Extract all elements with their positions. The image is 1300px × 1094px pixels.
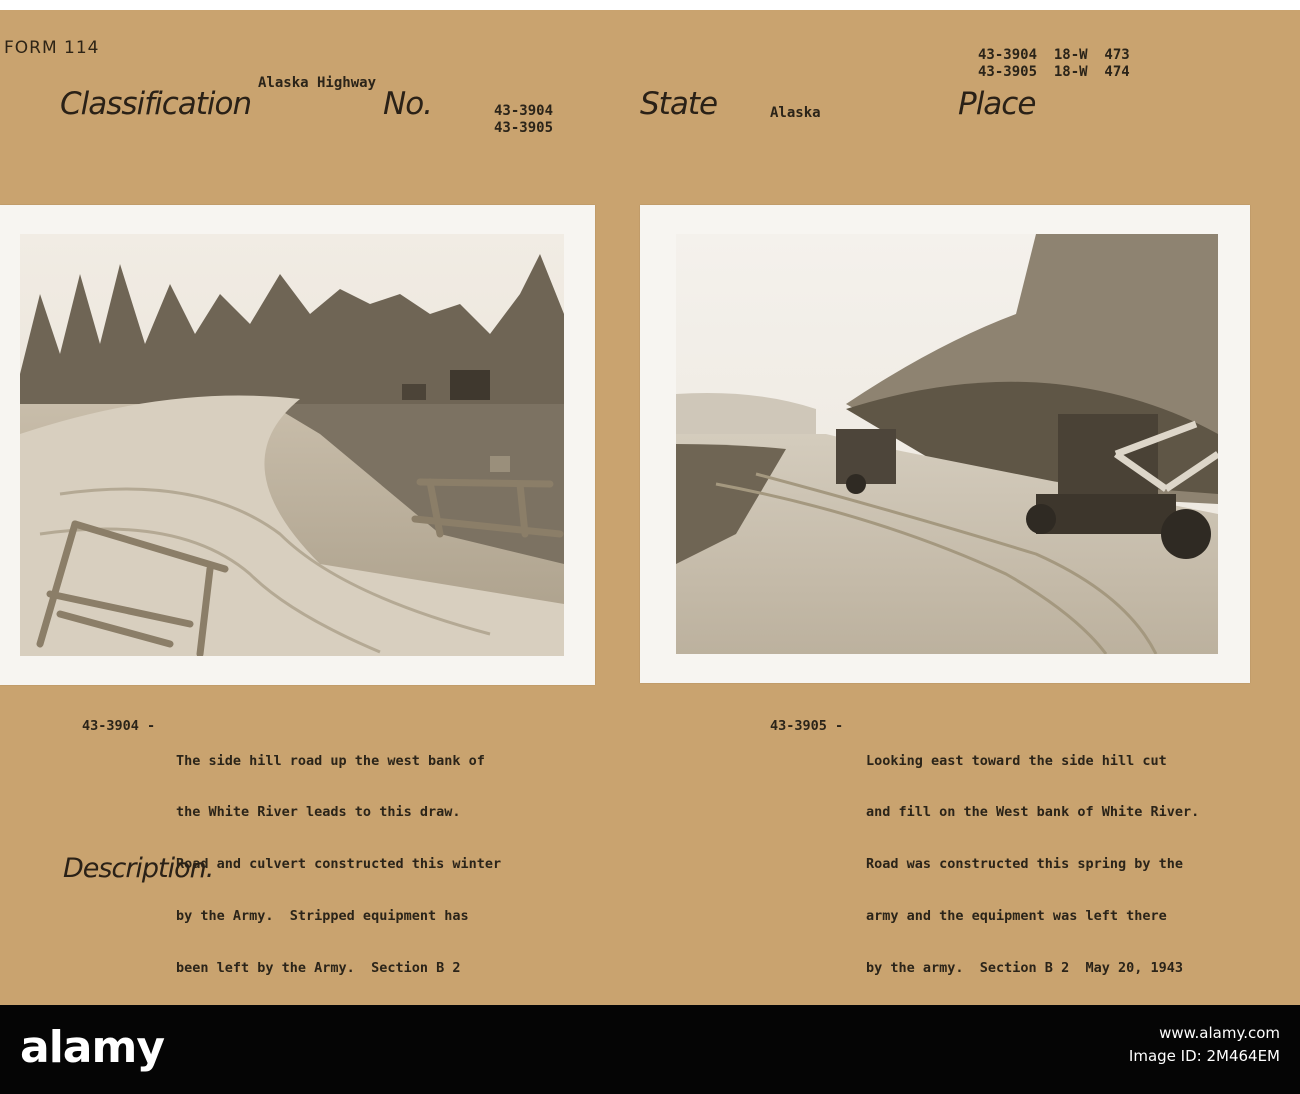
caption-right-line: army and the equipment was left there xyxy=(866,908,1167,925)
caption-right-line: Looking east toward the side hill cut xyxy=(866,752,1167,769)
caption-left-id: 43-3904 - xyxy=(82,718,156,734)
caption-right-line: and fill on the West bank of White River. xyxy=(866,804,1200,821)
caption-left-line: by the Army. Stripped equipment has xyxy=(176,908,469,925)
place-label: Place xyxy=(958,86,1036,122)
photo-right-image xyxy=(676,234,1218,654)
no-label: No. xyxy=(383,86,433,122)
caption-left-line: The side hill road up the west bank of xyxy=(176,752,485,769)
state-value: Alaska xyxy=(770,105,821,121)
caption-left-line: been left by the Army. Section B 2 xyxy=(176,960,461,977)
no-value-2: 43-3905 xyxy=(494,120,554,136)
caption-right-id: 43-3905 - xyxy=(770,718,844,734)
caption-left-line: Road and culvert constructed this winter xyxy=(176,856,502,873)
place-line-1: 43-3904 18-W 473 xyxy=(978,47,1130,63)
photo-left-image xyxy=(20,234,564,656)
photo-right xyxy=(676,234,1218,654)
footer-bar xyxy=(0,1005,1300,1094)
footer-url: www.alamy.com xyxy=(1159,1024,1280,1042)
place-line-2: 43-3905 18-W 474 xyxy=(978,64,1130,80)
alamy-logo: alamy xyxy=(20,1022,164,1073)
form-label: FORM 114 xyxy=(4,38,100,58)
caption-right xyxy=(770,718,1295,977)
state-label: State xyxy=(640,86,718,122)
classification-label: Classification xyxy=(60,86,252,122)
footer-image-id: Image ID: 2M464EM xyxy=(1128,1047,1280,1065)
no-value-1: 43-3904 xyxy=(494,103,554,119)
caption-right-line: Road was constructed this spring by the xyxy=(866,856,1183,873)
description-label: Description. xyxy=(63,853,214,884)
caption-right-line: by the army. Section B 2 May 20, 1943 xyxy=(866,960,1183,977)
caption-left-line: the White River leads to this draw. xyxy=(176,804,461,821)
photo-left xyxy=(20,234,564,656)
classification-value: Alaska Highway xyxy=(258,75,377,91)
